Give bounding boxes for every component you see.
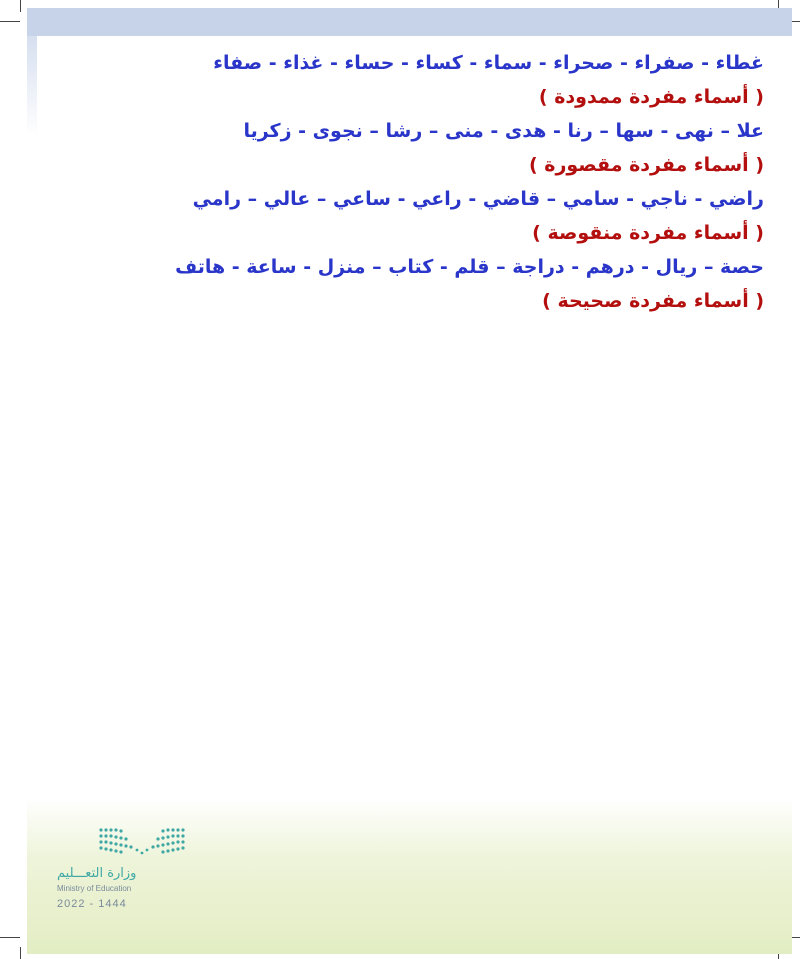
word-line: علا – نهى - سها – رنا - هدى - منى – رشا – نجوى - زكريا [243, 120, 764, 142]
category-label: ( أسماء مفردة ممدودة ) [538, 86, 764, 108]
document-page [27, 8, 792, 954]
category-label: ( أسماء مفردة مقصورة ) [528, 154, 764, 176]
word-line: راضي - ناجي - سامي – قاضي - راعي - ساعي – عالي – رامي [192, 188, 764, 210]
ministry-name-english: Ministry of Education [57, 884, 132, 893]
crop-mark [0, 21, 20, 22]
crop-mark [20, 947, 21, 959]
ministry-name-arabic: وزارة التعـــليم [57, 866, 137, 881]
noun-list [104, 46, 764, 318]
word-line: حصة – ريال - درهم - دراجة – قلم - كتاب – منزل - ساعة - هاتف [175, 256, 764, 278]
edition-year: 2022 - 1444 [57, 898, 127, 910]
header-band [27, 8, 792, 36]
side-shade [27, 36, 37, 136]
category-label: ( أسماء مفردة صحيحة ) [542, 290, 764, 312]
ministry-logo [57, 826, 217, 921]
word-line: غطاء - صفراء - صحراء - سماء - كساء - حساء - غذاء - صفاء [213, 52, 764, 74]
category-label: ( أسماء مفردة منقوصة ) [532, 222, 764, 244]
ministry-dots-icon [97, 826, 192, 858]
crop-mark [0, 937, 20, 938]
crop-mark [20, 0, 21, 12]
